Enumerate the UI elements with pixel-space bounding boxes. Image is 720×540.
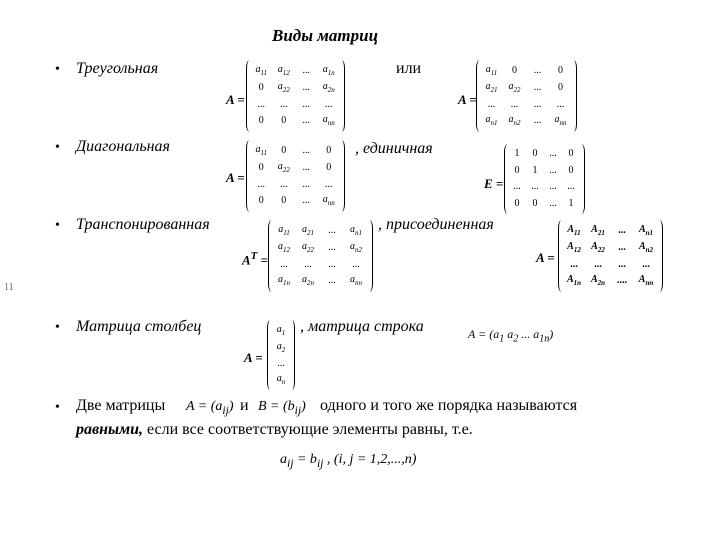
matrix-cell: ... — [325, 98, 333, 110]
matrix-cell: ... — [302, 82, 310, 94]
matrix-cell: ... — [510, 98, 519, 110]
transposed-matrix — [272, 222, 368, 290]
adjoint-matrix — [562, 222, 658, 290]
item-triangular: Треугольная — [76, 60, 159, 77]
matrix-cell: 1 — [514, 148, 520, 160]
equal-line: равными, если все соответствующие элементы равны, т.е. — [76, 421, 473, 438]
matrix-cell: ... — [618, 258, 626, 270]
label-diag: A = — [226, 170, 245, 185]
matrix-cell: $A_{1n}$ — [566, 274, 582, 288]
matrix-cell: ... — [556, 98, 565, 110]
matrix-cell: 0 — [326, 144, 332, 156]
matrix-cell: $a_{n2}$ — [508, 114, 521, 128]
paren-left — [246, 140, 253, 212]
matrix-cell: $a_{2n}$ — [322, 81, 335, 95]
matrix-cell: ... — [280, 178, 288, 190]
matrix-cell: 0 — [281, 144, 287, 156]
identity-matrix — [508, 146, 580, 212]
label-ident: E = — [484, 176, 504, 191]
matrix-cell: .... — [617, 275, 627, 287]
paren-left — [558, 220, 565, 292]
matrix-cell: ... — [302, 195, 310, 207]
matrix-cell: $a_{1n}$ — [278, 274, 290, 288]
matrix-cell: ... — [549, 148, 557, 160]
matrix-cell: ... — [618, 242, 626, 254]
matrix-cell: $A_{nn}$ — [638, 274, 654, 288]
paren-left — [246, 60, 253, 132]
item-column: Матрица столбец — [76, 318, 202, 335]
matrix-cell: $a_{21}$ — [302, 223, 314, 237]
same-order-text: одного и того же порядка называются — [320, 397, 578, 414]
matrix-cell: ... — [594, 258, 602, 270]
or-text: или — [396, 60, 422, 77]
matrix-cell: ... — [302, 178, 310, 190]
item-transposed: Транспонированная — [76, 216, 210, 233]
matrix-cell: $a_{n1}$ — [350, 223, 362, 237]
matrix-cell: ... — [302, 64, 310, 76]
matrix-cell: $A_{2n}$ — [590, 274, 606, 288]
margin-mark: 11 — [4, 282, 14, 293]
upper-triangular-matrix — [250, 62, 340, 130]
equality-formula: $a_{ij} = b_{ij}$ , (i, j = 1,2,...,n) — [280, 452, 417, 470]
paren-right — [289, 320, 295, 390]
matrix-cell: $a_{11}$ — [255, 63, 267, 77]
matrix-cell: $A_{12}$ — [567, 241, 581, 255]
paren-left — [268, 220, 275, 292]
bullet-2: • — [55, 140, 60, 155]
matrix-cell: $a_{nn}$ — [322, 194, 335, 208]
matrix-cell: ... — [302, 144, 310, 156]
matrix-cell: 0 — [558, 82, 563, 94]
matrix-cell: $a_{12}$ — [278, 241, 290, 255]
matrix-cell: $a_{22}$ — [508, 81, 521, 95]
matrix-cell: $a_{nn}$ — [322, 114, 335, 128]
matrix-cell: $a_{22}$ — [302, 241, 314, 255]
paren-right — [570, 60, 577, 132]
matrix-cell: ... — [533, 98, 542, 110]
matrix-cell: ... — [328, 258, 336, 270]
matrix-cell: ... — [280, 98, 288, 110]
matrix-cell: ... — [533, 82, 542, 94]
paren-left — [267, 320, 273, 390]
bullet-5: • — [55, 400, 60, 415]
matrix-cell: $a_{11}$ — [278, 223, 290, 237]
matrix-cell: ... — [277, 357, 285, 369]
paren-right — [338, 140, 345, 212]
matrix-cell: 0 — [258, 82, 264, 94]
two-matrices-text: Две матрицы — [76, 397, 166, 414]
matrix-cell: 1 — [568, 197, 574, 209]
label-col: A = — [244, 350, 263, 365]
matrix-cell: $A_{n2}$ — [638, 241, 654, 255]
matrix-cell: ... — [302, 162, 310, 174]
matrix-cell: $a_{n2}$ — [350, 241, 362, 255]
matrix-cell: ... — [531, 181, 539, 193]
matrix-cell: ... — [487, 98, 496, 110]
matrix-cell: 0 — [558, 64, 563, 76]
matrix-cell: 0 — [512, 64, 517, 76]
matrix-cell: 0 — [258, 195, 264, 207]
matrix-cell: 0 — [514, 164, 520, 176]
paren-right — [578, 144, 585, 214]
matrix-cell: $a_1$ — [276, 323, 286, 337]
matrix-cell: $a_{nn}$ — [554, 114, 567, 128]
matrix-cell: 0 — [258, 162, 264, 174]
matrix-cell: ... — [302, 98, 310, 110]
matrix-cell: ... — [328, 224, 336, 236]
matrix-cell: ... — [513, 181, 521, 193]
matrix-cell: ... — [642, 258, 650, 270]
matrix-cell: ... — [257, 178, 265, 190]
label-trans: $A^T$ = — [242, 250, 268, 268]
matrix-cell: 1 — [532, 164, 538, 176]
row-text: , матрица строка — [300, 318, 424, 335]
identity-text: , единичная — [355, 140, 433, 157]
matrix-cell: $A_{21}$ — [591, 223, 605, 237]
matrix-cell: 0 — [532, 197, 538, 209]
matrix-cell: ... — [549, 197, 557, 209]
matrix-cell: $a_{12}$ — [277, 63, 290, 77]
paren-right — [338, 60, 345, 132]
matrix-cell: ... — [328, 275, 336, 287]
matrix-cell: 0 — [281, 115, 287, 127]
label-upper: A = — [226, 92, 245, 107]
matrix-cell: 0 — [532, 148, 538, 160]
matrix-cell: ... — [352, 258, 360, 270]
matrix-cell: $a_{1n}$ — [322, 63, 335, 77]
matrix-cell: $A_{22}$ — [591, 241, 605, 255]
matrix-cell: $a_n$ — [276, 372, 286, 386]
matrix-cell: 0 — [281, 195, 287, 207]
matrix-cell: $a_{11}$ — [255, 143, 267, 157]
matrix-cell: ... — [302, 115, 310, 127]
paren-left — [504, 144, 511, 214]
matrix-cell: 0 — [258, 115, 264, 127]
matrix-cell: ... — [570, 258, 578, 270]
matrix-cell: ... — [549, 181, 557, 193]
matrix-cell: ... — [328, 242, 336, 254]
label-adj: A = — [536, 250, 555, 265]
matrix-cell: ... — [533, 64, 542, 76]
matrix-cell: ... — [280, 258, 288, 270]
item-diagonal: Диагональная — [76, 138, 170, 155]
matrix-cell: $a_{2n}$ — [302, 274, 314, 288]
matrix-cell: ... — [533, 115, 542, 127]
matrix-cell: $a_{11}$ — [485, 63, 498, 77]
and-text: и — [240, 397, 249, 414]
matrix-cell: $a_{n1}$ — [485, 114, 498, 128]
paren-right — [366, 220, 373, 292]
matrix-cell: $A_{11}$ — [567, 223, 581, 237]
matrix-cell: $a_{nn}$ — [350, 274, 362, 288]
matrix-cell: $a_{21}$ — [485, 81, 498, 95]
matrix-cell: ... — [325, 178, 333, 190]
adjoint-text: , присоединенная — [378, 216, 494, 233]
lower-triangular-matrix — [480, 62, 572, 130]
matrix-cell: ... — [618, 224, 626, 236]
matrix-cell: 0 — [326, 162, 332, 174]
matrix-cell: $a_{22}$ — [277, 161, 290, 175]
page-title: Виды матриц — [272, 26, 379, 45]
paren-left — [476, 60, 483, 132]
label-lower: A = — [458, 92, 477, 107]
matrix-cell: 0 — [568, 164, 574, 176]
matrix-cell: $A_{n1}$ — [638, 223, 654, 237]
matrix-cell: 0 — [568, 148, 574, 160]
bullet-3: • — [55, 218, 60, 233]
row-matrix: $A = (a_1$ $a_2$ ... $a_{1n}$) — [468, 327, 554, 345]
matrix-cell: $a_2$ — [276, 340, 286, 354]
matrix-cell: ... — [567, 181, 575, 193]
matrix-cell: $a_{22}$ — [277, 81, 290, 95]
diagonal-matrix — [250, 142, 340, 210]
bullet-1: • — [55, 62, 60, 77]
paren-right — [656, 220, 663, 292]
matrix-cell: 0 — [514, 197, 520, 209]
matrix-cell: ... — [257, 98, 265, 110]
bullet-4: • — [55, 320, 60, 335]
formula-a: $A = (a_{ij})$ — [186, 399, 234, 417]
matrix-cell: ... — [304, 258, 312, 270]
matrix-cell: ... — [549, 164, 557, 176]
formula-b: $B = (b_{ij})$ — [258, 399, 306, 417]
